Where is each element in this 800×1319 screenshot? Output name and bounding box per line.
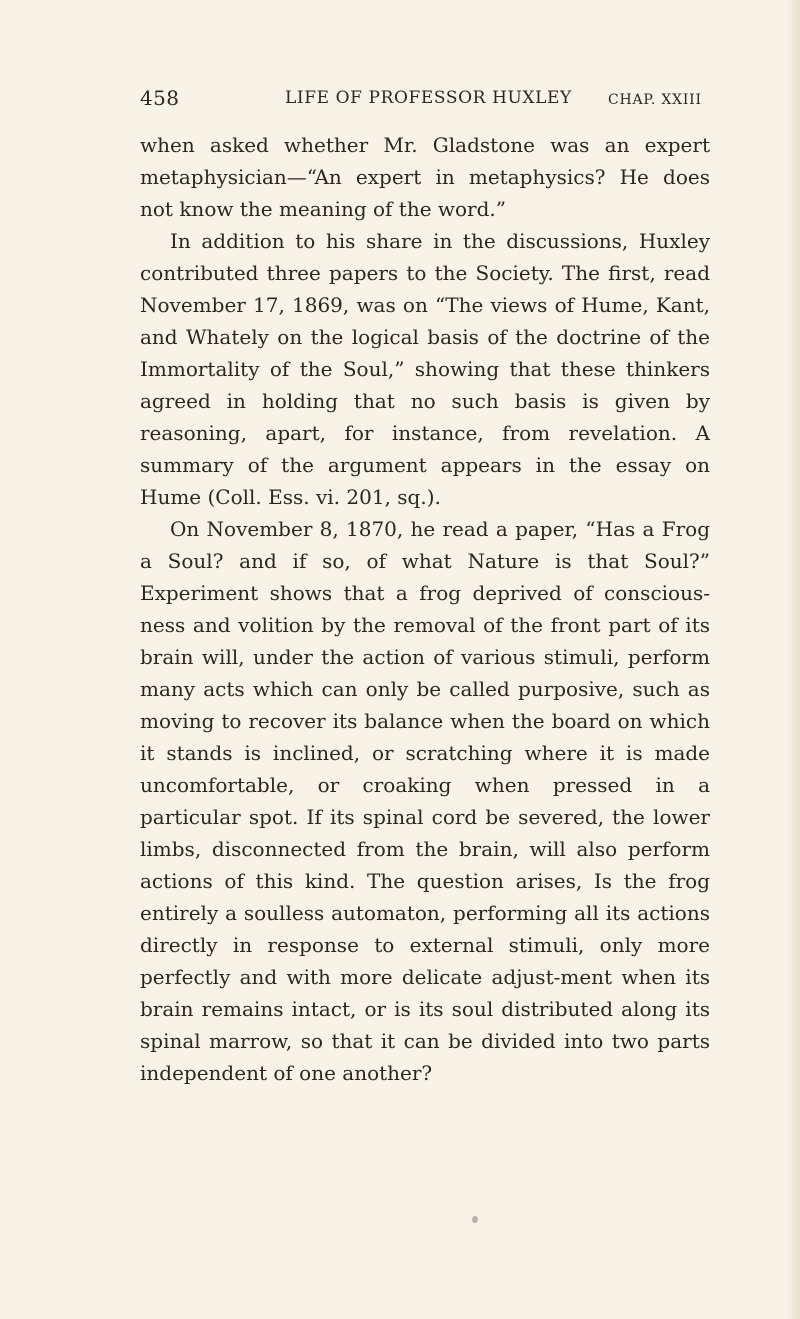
chapter-label: CHAP. XXIII <box>608 92 702 108</box>
body-text <box>140 129 710 1089</box>
paragraph: when asked whether Mr. Gladstone was an expert metaphysician—“An expert in metaphysics? He does not know the meaning of the word.” <box>140 133 710 221</box>
page-number: 458 <box>140 86 180 110</box>
ink-speck <box>472 1216 478 1223</box>
paragraph: On November 8, 1870, he read a paper, “Has a Frog a Soul? and if so, of what Nature is that Soul?” Experiment shows that a frog deprived of conscious-ness and volition by the removal of the front part of its brain will, under the action of various stimuli, perform many acts which can only be called purposive, such as moving to recover its balance when the board on which it stands is inclined, or scratching where it is made uncomfortable, or croaking when pressed in a particular spot. If its spinal cord be severed, the lower limbs, disconnected from the brain, will also perform actions of this kind. The question arises, Is the frog entirely a soulless automaton, performing all its actions directly in response to external stimuli, only more perfectly and with more delicate adjust-ment when its brain remains intact, or is its soul distributed along its spinal marrow, so that it can be divided into two parts independent of one another? <box>140 517 710 1085</box>
page-edge-shadow <box>786 0 800 1319</box>
running-header <box>140 86 710 116</box>
paragraph: In addition to his share in the discussions, Huxley contributed three papers to the Society. The first, read November 17, 1869, was on “The views of Hume, Kant, and Whately on the logical basis of the doctrine of the Immortality of the Soul,” showing that these thinkers agreed in holding that no such basis is given by reasoning, apart, for instance, from revelation. A summary of the argument appears in the essay on Hume (Coll. Ess. vi. 201, sq.). <box>140 229 710 509</box>
running-title: LIFE OF PROFESSOR HUXLEY <box>285 88 572 108</box>
